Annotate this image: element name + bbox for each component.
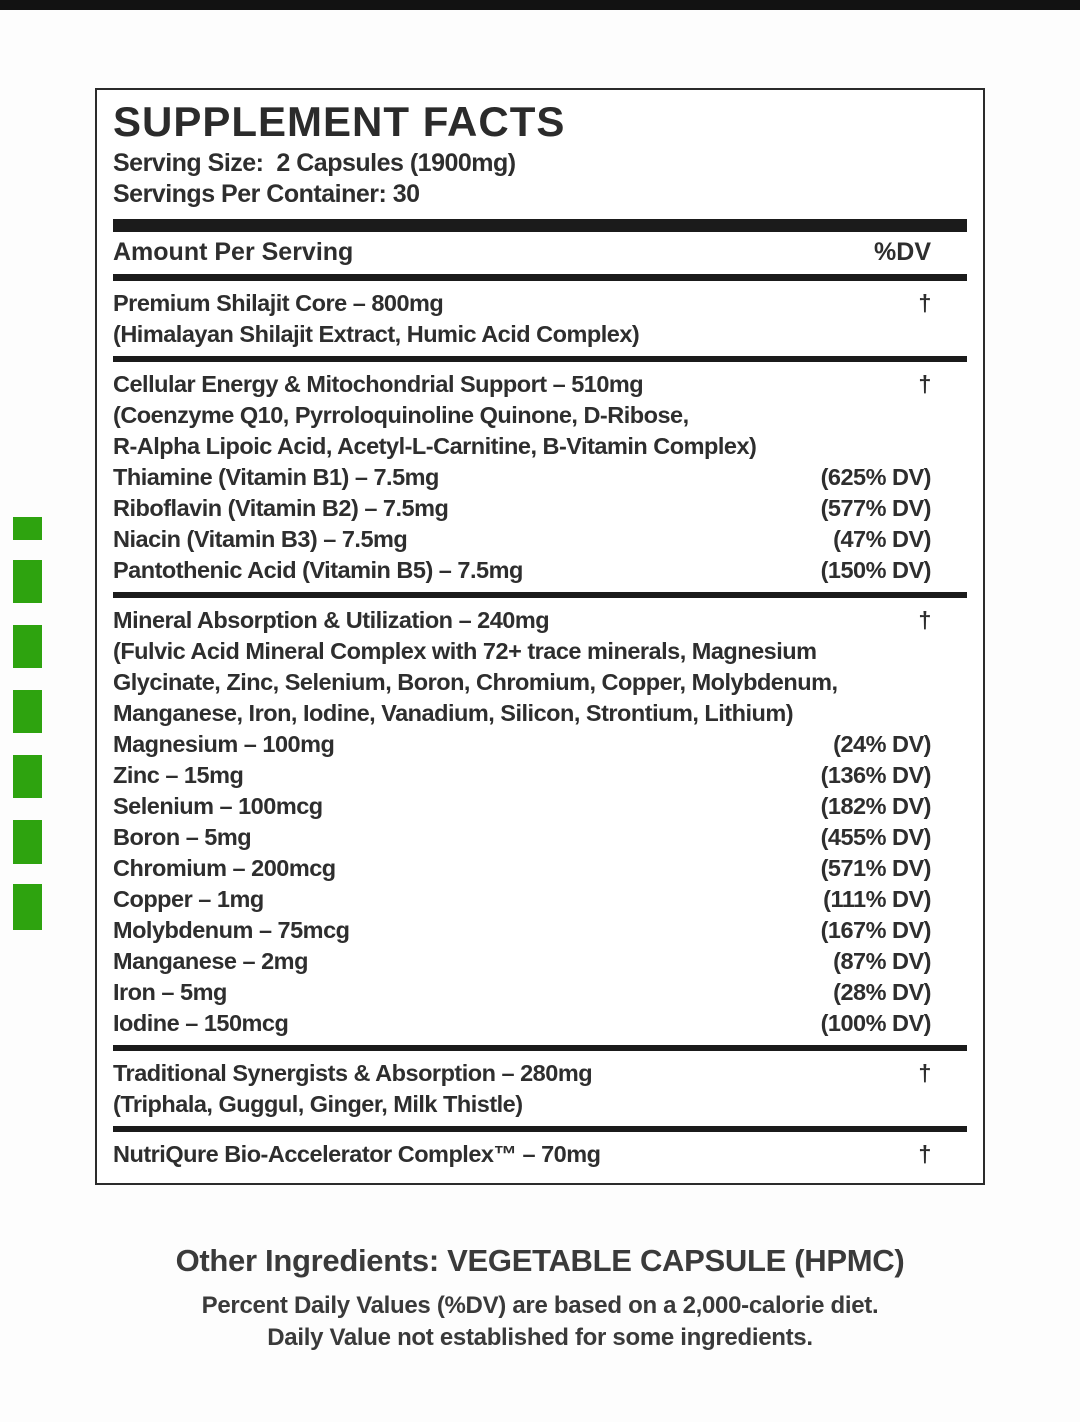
green-square (13, 625, 42, 668)
ingredient-row (113, 369, 967, 400)
ingredient-name: Molybdenum – 75mcg (113, 917, 350, 943)
ingredient-name: Niacin (Vitamin B3) – 7.5mg (113, 526, 408, 552)
ingredient-name: Chromium – 200mcg (113, 855, 336, 881)
ingredient-row (113, 1008, 967, 1039)
supplement-facts-panel (95, 88, 985, 1185)
ingredient-row (113, 977, 967, 1008)
dv-value: (577% DV) (820, 495, 931, 521)
ingredient-row (113, 729, 967, 760)
ingredient-name: Zinc – 15mg (113, 762, 244, 788)
ingredient-name: NutriQure Bio-Accelerator Complex™ – 70mg (113, 1141, 601, 1167)
ingredient-row (113, 667, 967, 698)
ingredient-name: Pantothenic Acid (Vitamin B5) – 7.5mg (113, 557, 523, 583)
ingredient-name: Boron – 5mg (113, 824, 252, 850)
ingredient-name: Thiamine (Vitamin B1) – 7.5mg (113, 464, 439, 490)
ingredient-row (113, 524, 967, 555)
dv-value: (24% DV) (833, 731, 931, 757)
green-square (13, 755, 42, 798)
green-square (13, 517, 42, 540)
ingredient-row (113, 915, 967, 946)
ingredient-row (113, 319, 967, 350)
dv-column-header: %DV (874, 238, 931, 266)
ingredient-row (113, 493, 967, 524)
ingredient-sublist: Manganese, Iron, Iodine, Vanadium, Silicon, Strontium, Lithium) (113, 700, 794, 726)
dagger-symbol: † (918, 1060, 931, 1086)
ingredient-row (113, 605, 967, 636)
dv-value: (167% DV) (820, 917, 931, 943)
green-square (13, 820, 42, 864)
dagger-symbol: † (918, 371, 931, 397)
section-premium-shilajit (113, 281, 967, 356)
dv-value: (87% DV) (833, 948, 931, 974)
dv-value: (455% DV) (820, 824, 931, 850)
ingredient-name: Iron – 5mg (113, 979, 227, 1005)
ingredient-row (113, 853, 967, 884)
ingredient-row (113, 431, 967, 462)
ingredient-name: Selenium – 100mcg (113, 793, 323, 819)
dv-value: (111% DV) (823, 886, 931, 912)
ingredient-row (113, 698, 967, 729)
ingredient-row (113, 288, 967, 319)
section-cellular-energy (113, 362, 967, 592)
ingredient-row (113, 636, 967, 667)
ingredient-name: Premium Shilajit Core – 800mg (113, 290, 444, 316)
ingredient-sublist: (Triphala, Guggul, Ginger, Milk Thistle) (113, 1091, 523, 1117)
ingredient-name: Iodine – 150mcg (113, 1010, 289, 1036)
ingredient-row (113, 791, 967, 822)
dv-value: (28% DV) (833, 979, 931, 1005)
ingredient-sublist: (Coenzyme Q10, Pyrroloquinoline Quinone, D-Ribose, (113, 402, 689, 428)
dv-value: (182% DV) (820, 793, 931, 819)
ingredient-row (113, 822, 967, 853)
green-accent-strip (13, 517, 42, 930)
dv-note-1: Percent Daily Values (%DV) are based on a 2,000-calorie diet. (201, 1292, 879, 1319)
top-black-bar (0, 0, 1080, 10)
ingredient-row (113, 1089, 967, 1120)
table-header-row (113, 232, 967, 274)
ingredient-row (113, 462, 967, 493)
ingredient-sublist: (Fulvic Acid Mineral Complex with 72+ trace minerals, Magnesium (113, 638, 817, 664)
dv-value: (100% DV) (820, 1010, 931, 1036)
divider-medium (113, 274, 967, 281)
dv-value: (571% DV) (820, 855, 931, 881)
ingredient-sublist: Glycinate, Zinc, Selenium, Boron, Chromium, Copper, Molybdenum, (113, 669, 838, 695)
amount-per-serving-header: Amount Per Serving (113, 238, 354, 266)
section-bio-accelerator (113, 1132, 967, 1176)
ingredient-sublist: (Himalayan Shilajit Extract, Humic Acid Complex) (113, 321, 640, 347)
green-square (13, 884, 42, 930)
ingredient-name: Mineral Absorption & Utilization – 240mg (113, 607, 550, 633)
ingredient-name: Traditional Synergists & Absorption – 280mg (113, 1060, 593, 1086)
green-square (13, 690, 42, 733)
ingredient-row (113, 884, 967, 915)
ingredient-row (113, 760, 967, 791)
dagger-symbol: † (918, 290, 931, 316)
serving-size: Serving Size: 2 Capsules (1900mg) (113, 149, 516, 177)
section-mineral-absorption (113, 598, 967, 1045)
other-ingredients: Other Ingredients: VEGETABLE CAPSULE (HPMC) (175, 1243, 905, 1278)
dagger-symbol: † (918, 607, 931, 633)
ingredient-row (113, 1058, 967, 1089)
ingredient-name: Copper – 1mg (113, 886, 264, 912)
ingredient-name: Manganese – 2mg (113, 948, 308, 974)
dv-note-2: Daily Value not established for some ingredients. (267, 1324, 813, 1351)
dv-value: (136% DV) (820, 762, 931, 788)
ingredient-name: Riboflavin (Vitamin B2) – 7.5mg (113, 495, 449, 521)
ingredient-row (113, 400, 967, 431)
ingredient-row (113, 1139, 967, 1170)
ingredient-name: Magnesium – 100mg (113, 731, 335, 757)
ingredient-sublist: R-Alpha Lipoic Acid, Acetyl-L-Carnitine, B-Vitamin Complex) (113, 433, 757, 459)
panel-title: SUPPLEMENT FACTS (113, 98, 566, 145)
dv-value: (150% DV) (820, 557, 931, 583)
servings-per-container: Servings Per Container: 30 (113, 180, 420, 208)
label-footer (0, 1242, 1080, 1354)
section-traditional-synergists (113, 1051, 967, 1126)
ingredient-row (113, 946, 967, 977)
green-square (13, 560, 42, 603)
ingredient-name: Cellular Energy & Mitochondrial Support – 510mg (113, 371, 644, 397)
dagger-symbol: † (918, 1141, 931, 1167)
dv-value: (47% DV) (833, 526, 931, 552)
divider-thick (113, 219, 967, 232)
ingredient-row (113, 555, 967, 586)
dv-value: (625% DV) (820, 464, 931, 490)
